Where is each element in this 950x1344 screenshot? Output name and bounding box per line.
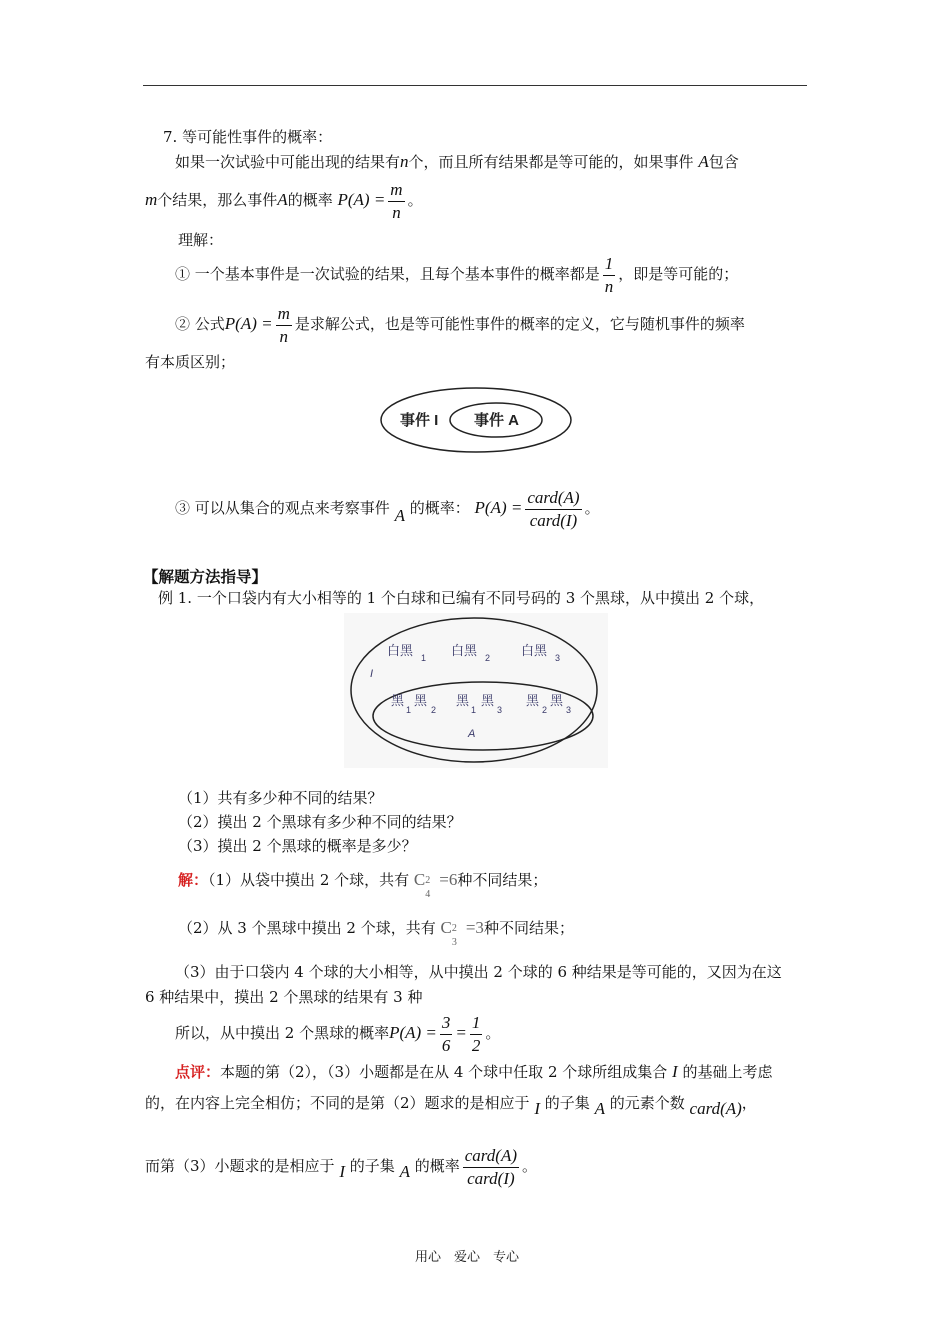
- subscript: 1: [406, 705, 412, 715]
- subscript: 2: [431, 705, 437, 715]
- outcome-char: 黑: [414, 693, 428, 708]
- set-label-A: A: [468, 728, 476, 740]
- subscript: 1: [421, 653, 427, 663]
- set-diagram-events: [378, 385, 574, 455]
- outcome-char: 黑: [550, 693, 564, 708]
- question-3: （3）摸出 2 个黑球的概率是多少？: [178, 837, 417, 855]
- balls-figure-svg: [344, 613, 608, 768]
- subscript: 3: [497, 705, 503, 715]
- solution-3-result: 所以，从中摸出 2 个黑球的概率P(A) = $\frac{3}{6}$ = $\frac{1}{2}$ 。: [175, 1012, 501, 1055]
- outcome-black-black-13: 黑: [456, 693, 470, 708]
- set-diagram-balls: [344, 613, 608, 768]
- question-2: （2）摸出 2 个黑球有多少种不同的结果？: [178, 813, 462, 831]
- understand-point-3: ③ 可以从集合的观点来考察事件 A 的概率： P(A) = $\frac{\text{card(A)}}{\text{card(I)}}$ 。: [175, 487, 600, 530]
- solution-2: （2）从 3 个黑球中摸出 2 个球，共有 C 2 3 =3种不同结果；: [178, 918, 574, 949]
- method-heading: 【解题方法指导】: [143, 567, 268, 586]
- outer-label: 事件 I: [400, 412, 439, 429]
- combination-c32: C 2 3 =3: [440, 918, 484, 949]
- subscript: 1: [471, 705, 477, 715]
- question-1: （1）共有多少种不同的结果？: [178, 789, 383, 807]
- section-title: 7. 等可能性事件的概率：: [163, 128, 333, 146]
- subscript: 3: [555, 653, 561, 663]
- combination-c42: C 2 4 =6: [413, 870, 458, 901]
- inner-label: 事件 A: [474, 412, 520, 429]
- comment-line-1: 点评：本题的第（2），（3）小题都是在从 4 个球中任取 2 个球所组成集合 I 的基础上考虑: [175, 1062, 773, 1081]
- page-footer: 用心 爱心 专心: [415, 1250, 520, 1265]
- comment-line-2: 的，在内容上完全相仿；不同的是第（2）题求的是相应于 I 的子集 A 的元素个数 card(A)，: [145, 1094, 757, 1118]
- comment-line-3: 而第（3）小题求的是相应于 I 的子集 A 的概率 $\frac{\text{card(A)}}{\text{card(I)}}$ 。: [145, 1145, 538, 1188]
- outcome-char: 黑: [481, 693, 495, 708]
- understand-label: 理解：: [178, 231, 224, 249]
- definition-line-1: 如果一次试验中可能出现的结果有n个，而且所有结果都是等可能的，如果事件 A包含: [175, 152, 739, 171]
- solution-3-line-1: （3）由于口袋内 4 个球的大小相等，从中摸出 2 个球的 6 种结果是等可能的，又因为在这: [175, 963, 782, 981]
- subscript: 2: [542, 705, 548, 715]
- subscript: 2: [485, 653, 491, 663]
- outcome-white-black-1: 白黑: [387, 643, 414, 658]
- solution-3-line-2: 6 种结果中，摸出 2 个黑球的结果有 3 种: [145, 988, 423, 1006]
- understand-point-2: ② 公式P(A) = $\frac{m}{n}$ 是求解公式，也是等可能性事件的概率的定义，它与随机事件的频率: [175, 303, 745, 346]
- outcome-black-black-23: 黑: [526, 693, 540, 708]
- subscript: 3: [566, 705, 572, 715]
- example-1: 例 1. 一个口袋内有大小相等的 1 个白球和已编有不同号码的 3 个黑球，从中摸出 2 个球，: [158, 589, 765, 607]
- solution-1: 解：（1）从袋中摸出 2 个球，共有 C 2 4 =6种不同结果；: [178, 870, 548, 901]
- set-label-I: I: [370, 668, 374, 680]
- header-rule: [143, 85, 807, 86]
- definition-line-2: m个结果，那么事件A的概率 P(A) = $\frac{m}{n}$ 。: [145, 179, 423, 222]
- outcome-black-black-12: 黑: [391, 693, 405, 708]
- understand-point-1: ① 一个基本事件是一次试验的结果，且每个基本事件的概率都是 $\frac{1}{n}$ ，即是等可能的；: [175, 253, 739, 296]
- outcome-white-black-3: 白黑: [521, 643, 548, 658]
- outcome-white-black-2: 白黑: [451, 643, 478, 658]
- understand-point-2-cont: 有本质区别；: [145, 353, 236, 371]
